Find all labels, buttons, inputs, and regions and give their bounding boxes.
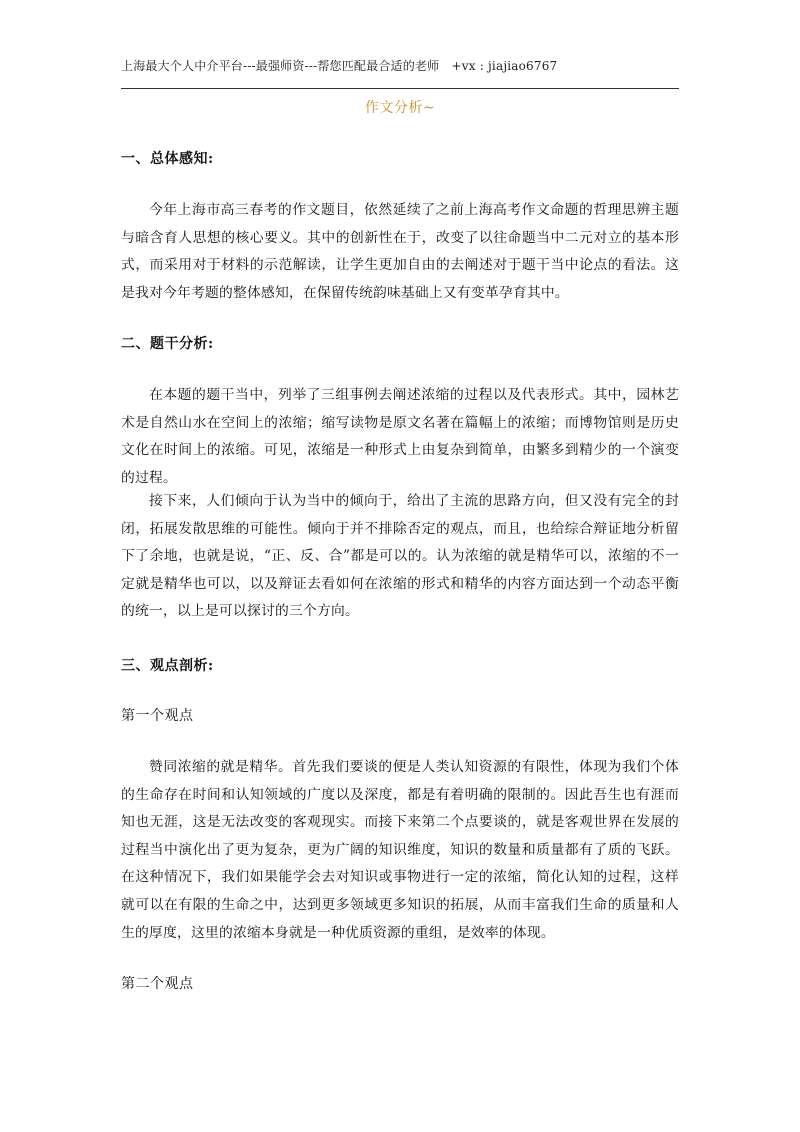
section-heading-overview: 一、总体感知: — [121, 151, 214, 167]
page-header-text: 上海最大个人中介平台---最强师资---帮您匹配最合适的老师 +vx : jiajiao6767 — [121, 59, 558, 73]
paragraph-prompt-analysis-1: 在本题的题干当中，列举了三组事例去阐述浓缩的过程以及代表形式。其中，园林艺术是自然山水在空间上的浓缩；缩写读物是原文名著在篇幅上的浓缩；而博物馆则是历史文化在时间上的浓缩。可见，浓缩是一种形式上由复杂到简单，由繁多到精少的一个演变的过程。 — [121, 387, 679, 486]
paragraph-prompt-analysis-2: 接下来，人们倾向于认为当中的倾向于，给出了主流的思路方向，但又没有完全的封闭，拓展发散思维的可能性。倾向于并不排除否定的观点，而且，也给综合辩证地分析留下了余地，也就是说，“正、反、合”都是可以的。认为浓缩的就是精华可以，浓缩的不一定就是精华也可以，以及辩证去看如何在浓缩的形式和精华的内容方面达到一个动态平衡的统一，以上是可以探讨的三个方向。 — [121, 493, 679, 620]
paragraph-viewpoint-1: 赞同浓缩的就是精华。首先我们要谈的便是人类认知资源的有限性，体现为我们个体的生命存在时间和认知领域的广度以及深度，都是有着明确的限制的。因此吾生也有涯而知也无涯，这是无法改变的客观现实。而接下来第二个点要谈的，就是客观世界在发展的过程当中演化出了更为复杂，更为广阔的知识维度，知识的数量和质量都有了质的飞跃。在这种情况下，我们如果能学会去对知识或事物进行一定的浓缩，简化认知的过程，这样就可以在有限的生命之中，达到更多领域更多知识的拓展，从而丰富我们生命的质量和人生的厚度，这里的浓缩本身就是一种优质资源的重组，是效率的体现。 — [121, 759, 679, 941]
header-divider — [121, 88, 679, 89]
viewpoint-label-1: 第一个观点 — [121, 708, 194, 724]
document-title: 作文分析~ — [364, 100, 436, 116]
viewpoint-label-2: 第二个观点 — [121, 976, 194, 992]
paragraph-overview: 今年上海市高三春考的作文题目，依然延续了之前上海高考作文命题的哲理思辨主题与暗含育人思想的核心要义。其中的创新性在于，改变了以往命题当中二元对立的基本形式，而采用对于材料的示范解读，让学生更加自由的去阐述对于题干当中论点的看法。这是我对今年考题的整体感知，在保留传统韵味基础上又有变革孕育其中。 — [121, 202, 679, 301]
section-heading-viewpoints: 三、观点剖析: — [121, 658, 214, 674]
section-heading-prompt-analysis: 二、题干分析: — [121, 336, 214, 352]
